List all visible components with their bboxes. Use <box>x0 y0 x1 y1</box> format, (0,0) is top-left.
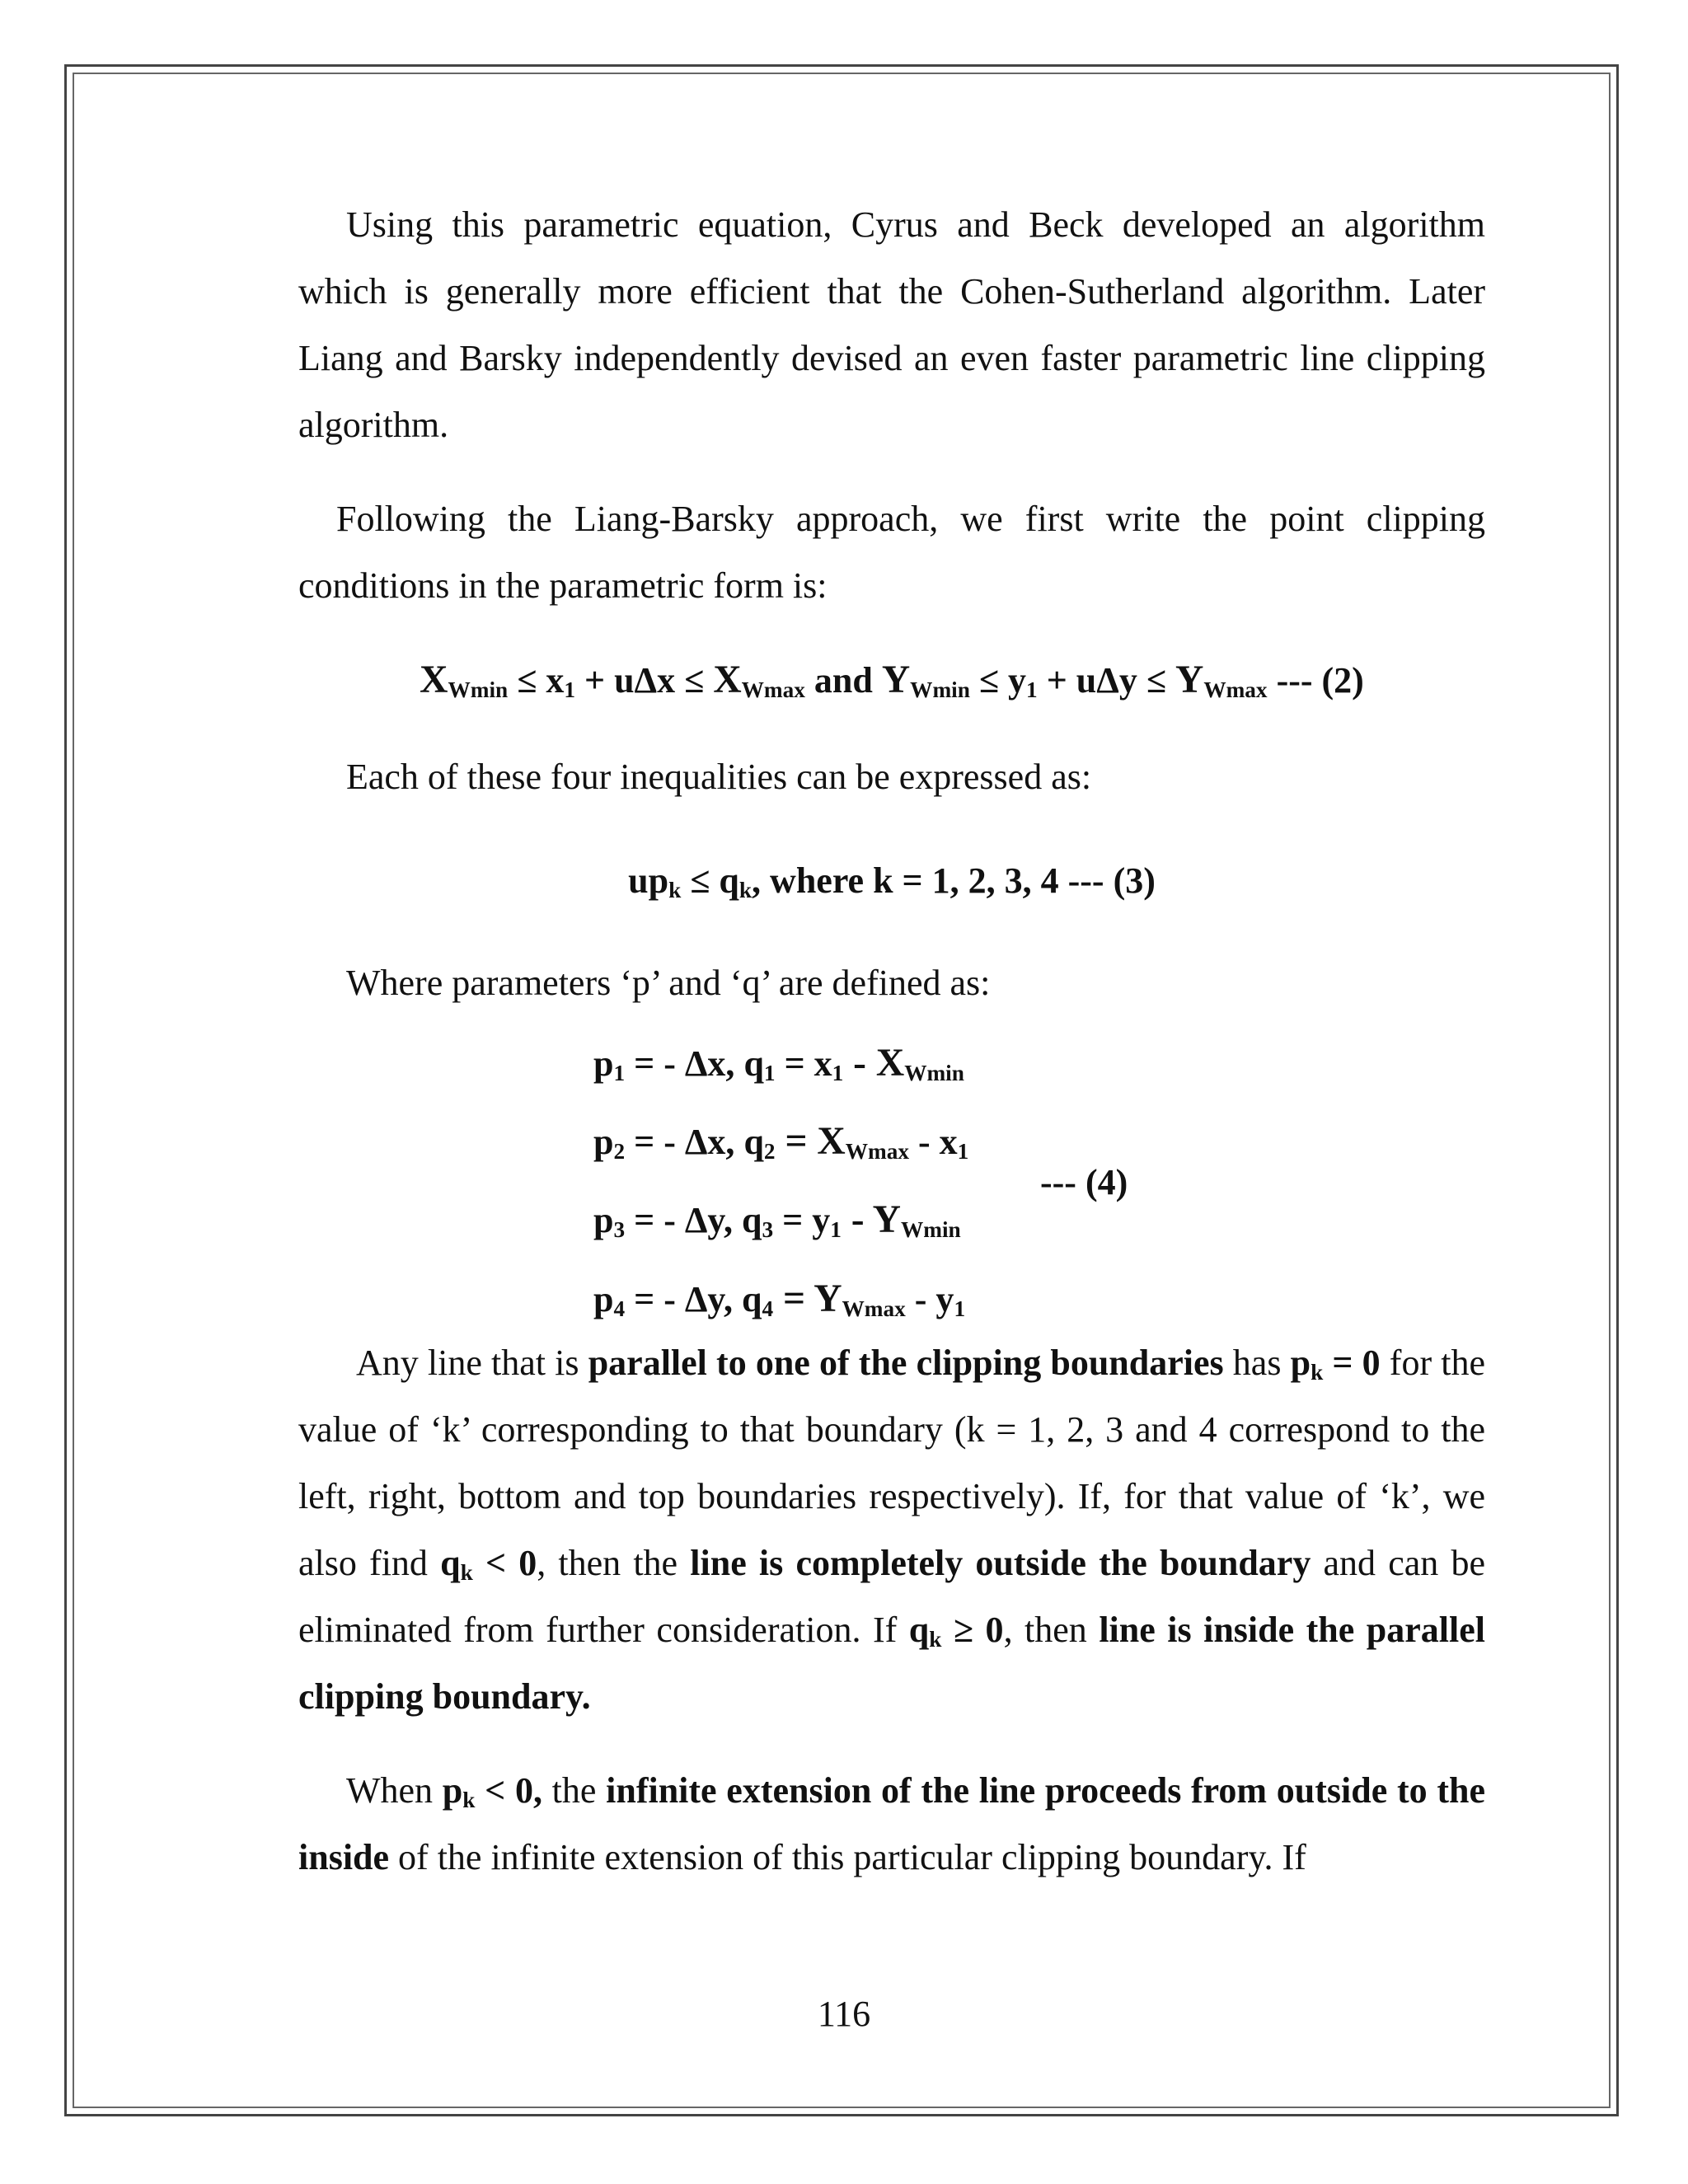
equation-row-3: $p_3$ = - Δy, $q_3 = y_1 - Y_{Wmin}$ <box>593 1198 961 1242</box>
equation-row-2: $p_2$ = - Δx, $q_2 = X_{Wmax} - x_1$ <box>593 1120 969 1164</box>
equation-row-4: $p_4$ = - Δy, $q_4 = Y_{Wmax} - y_1$ <box>593 1277 966 1321</box>
page-number: 116 <box>817 1994 871 2034</box>
equation-system-4 <box>298 1041 1485 1338</box>
paragraph-intro: Using this parametric equation, Cyrus and Beck developed an algorithm which is generally more efficient that the Cohen-Sutherland algorithm. Later Liang and Barsky independently devised an even faster parametric line clipping algorithm. <box>298 204 1485 445</box>
paragraph-liang-barsky: Following the Liang-Barsky approach, we first write the point clipping conditions in the parametric form is: <box>298 499 1485 606</box>
paragraph-inequalities: Each of these four inequalities can be expressed as: <box>346 757 1092 797</box>
paragraph-parameters: Where parameters ‘p’ and ‘q’ are defined as: <box>346 963 991 1003</box>
page-content <box>298 191 1485 1891</box>
equation-2: $X_{Wmin} \le x_1 + u\Delta x \le X_{Wmax}$ and $Y_{Wmin} \le y_1 + u\Delta y \le Y_{Wmax}$ --- (2) <box>420 658 1364 702</box>
paragraph-parallel-lines: Any line that is parallel to one of the clipping boundaries has $p_k = 0$ for the value of ‘k’ corresponding to that boundary (k = 1, 2, 3 and 4 correspond to the left, right, bottom and top boundaries respectively). If, for that value of ‘k’, we also find $q_k < 0$, then the line is completely outside the boundary and can be eliminated from further consideration. If $q_k \ge 0$, then line is inside the parallel clipping boundary. <box>298 1343 1485 1717</box>
paragraph-negative-p: When $p_k < 0$, the infinite extension of the line proceeds from outside to the inside of the infinite extension of this particular clipping boundary. If <box>298 1770 1485 1877</box>
equation-3: $up_k \le q_k$, where k = 1, 2, 3, 4 --- (3) <box>628 860 1156 902</box>
equation-4-reference: --- (4) <box>1040 1162 1128 1202</box>
equation-row-1: $p_1$ = - Δx, $q_1 = x_1 - X_{Wmin}$ <box>593 1042 964 1085</box>
